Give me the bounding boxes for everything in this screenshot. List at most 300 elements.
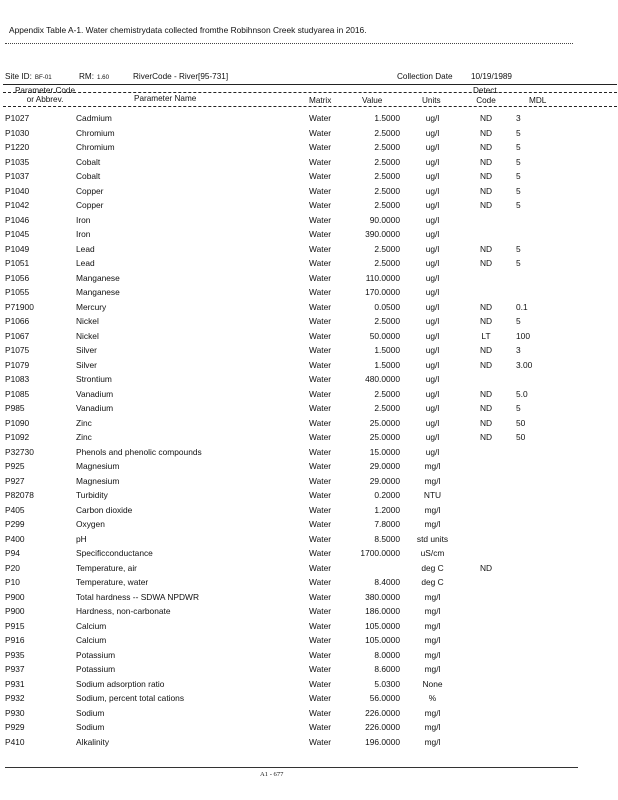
param-name-cell: Temperature, air (76, 562, 137, 573)
value-cell: 1700.0000 (360, 548, 400, 558)
mdl-cell: 50 (516, 417, 526, 428)
param-code-header-line1: Parameter Code (14, 86, 76, 95)
units-cell: mg/l (424, 722, 441, 732)
param-code-cell: P932 (5, 693, 25, 703)
table-row (0, 213, 618, 228)
param-name-cell: Cadmium (76, 113, 112, 123)
param-code-cell: P1092 (5, 432, 30, 442)
units-cell: ug/l (425, 185, 440, 196)
value-cell: 2.5000 (374, 403, 400, 413)
units-cell: ug/l (425, 417, 440, 428)
table-row (0, 662, 618, 677)
param-name-cell: Zinc (76, 432, 92, 442)
param-name-cell: Lead (76, 243, 95, 254)
value-cell: 8.6000 (374, 664, 400, 674)
value-cell: 2.5000 (374, 142, 400, 152)
param-name-cell: Sodium, percent total cations (76, 693, 185, 703)
table-row (0, 256, 618, 271)
mdl-cell: 5 (516, 142, 521, 152)
table-row (0, 227, 618, 242)
table-row (0, 242, 618, 257)
param-code-header-line2: or Abbrev. (26, 95, 64, 104)
detect-code-cell: ND (479, 200, 493, 210)
value-header: Value (362, 96, 383, 105)
param-code-cell: P927 (5, 475, 25, 486)
param-name-cell: Nickel (76, 316, 99, 326)
matrix-cell: Water (309, 606, 332, 616)
table-row (0, 590, 618, 605)
param-code-cell: P400 (5, 533, 25, 544)
table-row (0, 532, 618, 547)
value-cell: 29.0000 (369, 475, 400, 486)
detect-code-cell: ND (479, 417, 493, 428)
param-code-cell: P935 (5, 649, 25, 660)
matrix-cell: Water (309, 359, 332, 370)
mdl-cell: 3 (516, 113, 521, 123)
matrix-cell: Water (309, 693, 332, 703)
table-row (0, 735, 618, 750)
units-cell: ug/l (425, 374, 440, 384)
param-name-cell: Phenols and phenolic compounds (76, 446, 202, 457)
river-mile (79, 72, 109, 81)
value-cell: 2.5000 (374, 185, 400, 196)
param-code-cell: P1090 (5, 417, 30, 428)
detect-code-header-line1: Detect. (473, 86, 499, 95)
param-name-cell: Alkalinity (76, 736, 110, 747)
units-cell: ug/l (425, 200, 440, 210)
mdl-cell: 5 (516, 156, 521, 167)
matrix-cell: Water (309, 548, 332, 558)
param-name-cell: Zinc (76, 417, 92, 428)
param-name-cell: Cobalt (76, 156, 101, 167)
table-row (0, 169, 618, 184)
table-title: Appendix Table A-1. Water chemistrydata collected fromthe Robihnson Creek studyarea in 2016. (9, 25, 367, 35)
units-cell: mg/l (424, 635, 441, 645)
units-cell: mg/l (424, 664, 441, 674)
param-name-cell: Mercury (76, 301, 107, 312)
mdl-cell: 5.0 (516, 388, 528, 399)
matrix-cell: Water (309, 591, 332, 602)
detect-code-cell: ND (479, 113, 493, 123)
matrix-cell: Water (309, 475, 332, 486)
matrix-cell: Water (309, 258, 332, 268)
mdl-cell: 0.1 (516, 301, 528, 312)
matrix-cell: Water (309, 577, 332, 587)
matrix-cell: Water (309, 736, 332, 747)
units-cell: std units (416, 533, 449, 544)
units-cell: None (422, 678, 443, 689)
units-cell: deg C (421, 562, 444, 573)
param-code-cell: P1049 (5, 243, 30, 254)
param-name-cell: Sodium (76, 722, 105, 732)
param-code-cell: P1046 (5, 214, 30, 225)
matrix-cell: Water (309, 287, 332, 297)
header-dash-rule-top (3, 92, 617, 93)
detect-code-cell: ND (479, 243, 493, 254)
param-name-cell: Carbon dioxide (76, 504, 133, 515)
param-code-cell: P299 (5, 519, 25, 529)
matrix-cell: Water (309, 417, 332, 428)
detect-code-cell: ND (479, 156, 493, 167)
units-cell: ug/l (425, 214, 440, 225)
matrix-cell: Water (309, 301, 332, 312)
units-cell: mg/l (424, 620, 441, 631)
mdl-header: MDL (529, 96, 547, 105)
units-cell: mg/l (424, 736, 441, 747)
value-cell: 480.0000 (365, 374, 400, 384)
value-cell: 15.0000 (369, 446, 400, 457)
param-name-cell: Nickel (76, 330, 99, 341)
param-code-cell: P1027 (5, 113, 30, 123)
matrix-cell: Water (309, 113, 332, 123)
matrix-cell: Water (309, 533, 332, 544)
footer-rule (5, 767, 578, 768)
value-cell: 105.0000 (365, 620, 400, 631)
units-cell: ug/l (425, 142, 440, 152)
param-code-cell: P1067 (5, 330, 30, 341)
value-cell: 2.5000 (374, 171, 400, 181)
matrix-cell: Water (309, 388, 332, 399)
param-code-cell: P20 (5, 562, 20, 573)
mdl-cell: 3.00 (516, 359, 533, 370)
table-row (0, 111, 618, 126)
matrix-cell: Water (309, 316, 332, 326)
units-cell: mg/l (424, 519, 441, 529)
detect-code-cell: ND (479, 185, 493, 196)
units-cell: ug/l (425, 113, 440, 123)
table-row (0, 387, 618, 402)
matrix-cell: Water (309, 432, 332, 442)
value-cell: 170.0000 (365, 287, 400, 297)
units-header: Units (422, 96, 441, 105)
mdl-cell: 5 (516, 127, 521, 138)
units-cell: ug/l (425, 229, 440, 239)
matrix-cell: Water (309, 243, 332, 254)
value-cell: 1.5000 (374, 345, 400, 355)
detect-code-cell: ND (479, 562, 493, 573)
param-name-cell: Magnesium (76, 461, 120, 471)
param-name-cell: Chromium (76, 142, 115, 152)
param-code-cell: P1055 (5, 287, 30, 297)
mdl-cell: 5 (516, 243, 521, 254)
value-cell: 390.0000 (365, 229, 400, 239)
units-cell: ug/l (425, 330, 440, 341)
value-cell: 186.0000 (365, 606, 400, 616)
table-row (0, 619, 618, 634)
units-cell: ug/l (425, 345, 440, 355)
param-code-cell: P931 (5, 678, 25, 689)
value-cell: 56.0000 (369, 693, 400, 703)
table-row (0, 430, 618, 445)
param-code-cell: P405 (5, 504, 25, 515)
table-row (0, 155, 618, 170)
title-divider (5, 43, 573, 44)
param-name-cell: Calcium (76, 620, 107, 631)
units-cell: mg/l (424, 475, 441, 486)
param-code-cell: P1079 (5, 359, 30, 370)
value-cell: 0.2000 (374, 490, 400, 500)
table-row (0, 604, 618, 619)
value-cell: 2.5000 (374, 388, 400, 399)
param-name-cell: Total hardness -- SDWA NPDWR (76, 591, 200, 602)
table-row (0, 677, 618, 692)
value-cell: 196.0000 (365, 736, 400, 747)
detect-code-cell: ND (479, 258, 493, 268)
param-code-cell: P900 (5, 606, 25, 616)
mdl-cell: 5 (516, 185, 521, 196)
matrix-cell: Water (309, 229, 332, 239)
value-cell: 226.0000 (365, 707, 400, 718)
value-cell: 90.0000 (369, 214, 400, 225)
param-code-cell: P1045 (5, 229, 30, 239)
matrix-cell: Water (309, 403, 332, 413)
param-code-cell: P930 (5, 707, 25, 718)
value-cell: 1.2000 (374, 504, 400, 515)
table-row (0, 561, 618, 576)
param-name-cell: Sodium (76, 707, 105, 718)
matrix-cell: Water (309, 171, 332, 181)
mdl-cell: 5 (516, 316, 521, 326)
param-code-cell: P1040 (5, 185, 30, 196)
param-name-cell: Iron (76, 229, 91, 239)
param-code-cell: P1037 (5, 171, 30, 181)
units-cell: mg/l (424, 504, 441, 515)
param-name-header: Parameter Name (134, 94, 197, 103)
table-row (0, 474, 618, 489)
units-cell: ug/l (425, 272, 440, 283)
table-row (0, 271, 618, 286)
table-row (0, 300, 618, 315)
table-row (0, 445, 618, 460)
table-row (0, 358, 618, 373)
matrix-cell: Water (309, 272, 332, 283)
param-name-cell: Silver (76, 359, 97, 370)
matrix-cell: Water (309, 678, 332, 689)
table-row (0, 691, 618, 706)
matrix-cell: Water (309, 635, 332, 645)
units-cell: mg/l (424, 606, 441, 616)
units-cell: % (428, 693, 437, 703)
units-cell: ug/l (425, 156, 440, 167)
matrix-cell: Water (309, 127, 332, 138)
table-row (0, 633, 618, 648)
param-code-cell: P1083 (5, 374, 30, 384)
param-code-cell: P925 (5, 461, 25, 471)
param-code-cell: P1056 (5, 272, 30, 283)
matrix-cell: Water (309, 519, 332, 529)
table-row (0, 329, 618, 344)
units-cell: ug/l (425, 432, 440, 442)
param-name-cell: Turbidity (76, 490, 108, 500)
value-cell: 8.5000 (374, 533, 400, 544)
param-name-cell: Copper (76, 200, 104, 210)
river-code: RiverCode - River[95-731] (133, 72, 229, 81)
param-code-cell: P1030 (5, 127, 30, 138)
page-number: A1 - 677 (260, 771, 284, 778)
value-cell: 2.5000 (374, 127, 400, 138)
param-name-cell: Potassium (76, 649, 116, 660)
units-cell: deg C (421, 577, 444, 587)
collection-date-label: Collection Date (397, 72, 453, 81)
header-dash-rule-bottom (3, 106, 617, 107)
mdl-cell: 5 (516, 403, 521, 413)
matrix-cell: Water (309, 374, 332, 384)
detect-code-cell: ND (479, 388, 493, 399)
value-cell: 8.0000 (374, 649, 400, 660)
table-row (0, 184, 618, 199)
table-row (0, 546, 618, 561)
value-cell: 2.5000 (374, 243, 400, 254)
units-cell: ug/l (425, 171, 440, 181)
table-row (0, 720, 618, 735)
units-cell: mg/l (424, 649, 441, 660)
param-code-cell: P937 (5, 664, 25, 674)
table-row (0, 126, 618, 141)
param-name-cell: Silver (76, 345, 97, 355)
matrix-cell: Water (309, 185, 332, 196)
param-code-cell: P1066 (5, 316, 30, 326)
param-code-cell: P915 (5, 620, 25, 631)
param-code-cell: P1085 (5, 388, 30, 399)
rm-label: RM: (79, 72, 95, 81)
matrix-cell: Water (309, 504, 332, 515)
detect-code-cell: ND (479, 127, 493, 138)
matrix-cell: Water (309, 664, 332, 674)
param-code-cell: P82078 (5, 490, 34, 500)
param-name-cell: Strontium (76, 374, 112, 384)
param-name-cell: pH (76, 533, 87, 544)
table-row (0, 285, 618, 300)
value-cell: 105.0000 (365, 635, 400, 645)
units-cell: ug/l (425, 316, 440, 326)
site-id (5, 72, 52, 81)
param-name-cell: Cobalt (76, 171, 101, 181)
units-cell: ug/l (425, 127, 440, 138)
matrix-cell: Water (309, 156, 332, 167)
table-row (0, 575, 618, 590)
param-code-cell: P32730 (5, 446, 34, 457)
param-code-cell: P410 (5, 736, 25, 747)
param-code-cell: P1035 (5, 156, 30, 167)
value-cell: 2.5000 (374, 200, 400, 210)
units-cell: uS/cm (420, 548, 445, 558)
param-name-cell: Copper (76, 185, 104, 196)
param-name-cell: Temperature, water (76, 577, 149, 587)
table-row (0, 517, 618, 532)
matrix-cell: Water (309, 446, 332, 457)
units-cell: mg/l (424, 461, 441, 471)
detect-code-cell: ND (479, 142, 493, 152)
param-name-cell: Vanadium (76, 403, 114, 413)
param-code-cell: P71900 (5, 301, 34, 312)
param-code-cell: P985 (5, 403, 25, 413)
table-row (0, 648, 618, 663)
mdl-cell: 5 (516, 171, 521, 181)
detect-code-header-line2: Code (476, 96, 496, 105)
value-cell: 8.4000 (374, 577, 400, 587)
units-cell: ug/l (425, 359, 440, 370)
param-code-cell: P900 (5, 591, 25, 602)
table-row (0, 503, 618, 518)
matrix-cell: Water (309, 490, 332, 500)
table-row (0, 140, 618, 155)
value-cell: 380.0000 (365, 591, 400, 602)
matrix-cell: Water (309, 649, 332, 660)
param-name-cell: Vanadium (76, 388, 114, 399)
param-code-cell: P1220 (5, 142, 30, 152)
value-cell: 110.0000 (365, 272, 400, 283)
value-cell: 1.5000 (374, 359, 400, 370)
param-code-cell: P1075 (5, 345, 30, 355)
detect-code-cell: LT (481, 330, 491, 341)
units-cell: ug/l (425, 301, 440, 312)
detect-code-cell: ND (479, 171, 493, 181)
site-id-label: Site ID: (5, 72, 32, 81)
table-row (0, 198, 618, 213)
units-cell: ug/l (425, 446, 440, 457)
param-name-cell: Sodium adsorption ratio (76, 678, 165, 689)
param-name-cell: Lead (76, 258, 95, 268)
param-name-cell: Calcium (76, 635, 107, 645)
param-name-cell: Chromium (76, 127, 115, 138)
value-cell: 50.0000 (369, 330, 400, 341)
matrix-cell: Water (309, 330, 332, 341)
param-name-cell: Specificconductance (76, 548, 153, 558)
value-cell: 2.5000 (374, 258, 400, 268)
units-cell: ug/l (425, 243, 440, 254)
param-name-cell: Manganese (76, 287, 120, 297)
value-cell: 2.5000 (374, 156, 400, 167)
matrix-header: Matrix (309, 96, 332, 105)
matrix-cell: Water (309, 200, 332, 210)
value-cell: 5.0300 (374, 678, 400, 689)
param-name-cell: Magnesium (76, 475, 120, 486)
collection-date-value: 10/19/1989 (471, 72, 512, 81)
table-row (0, 706, 618, 721)
detect-code-cell: ND (479, 432, 493, 442)
units-cell: ug/l (425, 403, 440, 413)
detect-code-cell: ND (479, 359, 493, 370)
matrix-cell: Water (309, 461, 332, 471)
value-cell: 25.0000 (369, 432, 400, 442)
matrix-cell: Water (309, 345, 332, 355)
detect-code-cell: ND (479, 316, 493, 326)
table-row (0, 314, 618, 329)
units-cell: mg/l (424, 591, 441, 602)
value-cell: 25.0000 (369, 417, 400, 428)
detect-code-cell: ND (479, 345, 493, 355)
param-code-cell: P1051 (5, 258, 30, 268)
units-cell: ug/l (425, 388, 440, 399)
matrix-cell: Water (309, 620, 332, 631)
matrix-cell: Water (309, 722, 332, 732)
matrix-cell: Water (309, 214, 332, 225)
matrix-cell: Water (309, 142, 332, 152)
rm-value: 1.60 (97, 74, 110, 81)
param-code-cell: P94 (5, 548, 20, 558)
matrix-cell: Water (309, 707, 332, 718)
param-name-cell: Manganese (76, 272, 120, 283)
mdl-cell: 5 (516, 258, 521, 268)
header-top-rule (3, 84, 617, 85)
mdl-cell: 100 (516, 330, 530, 341)
units-cell: NTU (423, 490, 442, 500)
matrix-cell: Water (309, 562, 332, 573)
table-row (0, 401, 618, 416)
param-name-cell: Potassium (76, 664, 116, 674)
units-cell: mg/l (424, 707, 441, 718)
param-code-cell: P929 (5, 722, 25, 732)
